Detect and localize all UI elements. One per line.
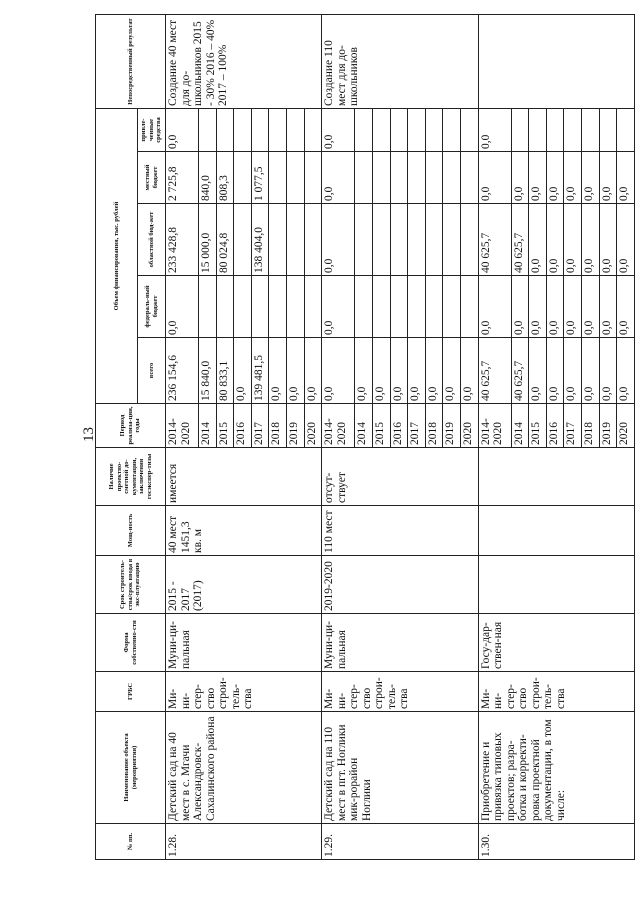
total-cell: 0,0 (304, 338, 322, 404)
local-cell (372, 152, 390, 204)
year-cell: 2014 (199, 404, 217, 448)
local-cell (355, 152, 373, 204)
finance-table (95, 14, 635, 860)
table-row (166, 15, 199, 860)
federal-cell: 0,0 (166, 276, 199, 338)
table-row (322, 15, 355, 860)
federal-cell: 0,0 (322, 276, 355, 338)
year-cell: 2018 (425, 404, 443, 448)
local-cell: 1 077,5 (251, 152, 269, 204)
row-num: 1.30. (478, 824, 634, 860)
other-cell (425, 109, 443, 152)
row-result: Создание 40 мест для до-школьников 2015 - 30% 2016 – 40% 2017 – 100% (166, 15, 322, 109)
local-cell: 0,0 (564, 152, 582, 204)
local-cell: 0,0 (582, 152, 600, 204)
header-finance: Объем финансирования, тыс. рублей (96, 109, 138, 404)
year-cell: 2016 (234, 404, 252, 448)
total-cell: 80 833,1 (216, 338, 234, 404)
regional-cell: 40 625,7 (478, 204, 511, 276)
row-grbs: Ми-ни-стер-ство строи-тель-ства (166, 672, 322, 712)
other-cell: 0,0 (478, 109, 511, 152)
federal-cell: 0,0 (599, 276, 617, 338)
year-cell: 2018 (582, 404, 600, 448)
header-ownership: Форма собственно-сти (96, 614, 166, 672)
row-psd (478, 448, 634, 506)
federal-cell (216, 276, 234, 338)
total-cell: 0,0 (460, 338, 478, 404)
year-cell: 2014 (355, 404, 373, 448)
row-term: 2019-2020 (322, 556, 478, 614)
total-cell: 0,0 (234, 338, 252, 404)
header-result: Непосредственный результат (96, 15, 166, 109)
federal-cell (372, 276, 390, 338)
federal-cell (390, 276, 408, 338)
local-cell: 808,3 (216, 152, 234, 204)
year-cell: 2015 (529, 404, 547, 448)
row-name: Детский сад на 110 мест в пгт. Ноглики мик-рорайон Ноглики (322, 712, 478, 824)
row-name: Приобретение и привязка типовых проектов; разра-ботка и корректи-ровка проектной документации, в том числе: (478, 712, 634, 824)
regional-cell (408, 204, 426, 276)
page-number: 13 (81, 427, 97, 442)
federal-cell (287, 276, 305, 338)
other-cell (529, 109, 547, 152)
federal-cell: 0,0 (582, 276, 600, 338)
year-cell: 2014-2020 (322, 404, 355, 448)
regional-cell (460, 204, 478, 276)
other-cell (234, 109, 252, 152)
table-body (166, 15, 635, 860)
local-cell (408, 152, 426, 204)
total-cell: 0,0 (529, 338, 547, 404)
regional-cell: 0,0 (582, 204, 600, 276)
year-cell: 2020 (460, 404, 478, 448)
header-local: местный бюджет (138, 152, 166, 204)
row-capacity (478, 506, 634, 556)
total-cell: 0,0 (425, 338, 443, 404)
row-grbs: Ми-ни-стер-ство строи-тель-ства (478, 672, 634, 712)
row-ownership: Муни-ци-пальная (322, 614, 478, 672)
other-cell (599, 109, 617, 152)
table-row (478, 15, 511, 860)
row-term (478, 556, 634, 614)
federal-cell (460, 276, 478, 338)
total-cell: 0,0 (390, 338, 408, 404)
year-cell: 2017 (564, 404, 582, 448)
other-cell (617, 109, 635, 152)
year-cell: 2020 (304, 404, 322, 448)
federal-cell (251, 276, 269, 338)
header-period: Период реализа-ции, годы (96, 404, 166, 448)
row-num: 1.29. (322, 824, 478, 860)
federal-cell: 0,0 (564, 276, 582, 338)
federal-cell: 0,0 (546, 276, 564, 338)
header-regional: областной бюд-жет (138, 204, 166, 276)
local-cell (390, 152, 408, 204)
regional-cell: 138 404,0 (251, 204, 269, 276)
other-cell (355, 109, 373, 152)
regional-cell (372, 204, 390, 276)
regional-cell: 0,0 (617, 204, 635, 276)
regional-cell (304, 204, 322, 276)
local-cell (269, 152, 287, 204)
row-ownership: Госу-дар-ствен-ная (478, 614, 634, 672)
other-cell (460, 109, 478, 152)
federal-cell: 0,0 (529, 276, 547, 338)
total-cell: 0,0 (599, 338, 617, 404)
regional-cell (234, 204, 252, 276)
local-cell: 0,0 (322, 152, 355, 204)
regional-cell (390, 204, 408, 276)
other-cell (199, 109, 217, 152)
year-cell: 2014-2020 (478, 404, 511, 448)
regional-cell: 80 024,8 (216, 204, 234, 276)
row-term: 2015 - 2017 (2017) (166, 556, 322, 614)
federal-cell (425, 276, 443, 338)
row-result (478, 15, 634, 109)
other-cell (546, 109, 564, 152)
other-cell (216, 109, 234, 152)
local-cell: 0,0 (529, 152, 547, 204)
year-cell: 2019 (443, 404, 461, 448)
federal-cell (234, 276, 252, 338)
regional-cell: 0,0 (322, 204, 355, 276)
header-num: № пп. (96, 824, 166, 860)
local-cell: 840,0 (199, 152, 217, 204)
local-cell (304, 152, 322, 204)
federal-cell (443, 276, 461, 338)
year-cell: 2016 (546, 404, 564, 448)
other-cell: 0,0 (166, 109, 199, 152)
total-cell: 0,0 (582, 338, 600, 404)
row-grbs: Ми-ни-стер-ство строи-тель-ства (322, 672, 478, 712)
total-cell: 0,0 (322, 338, 355, 404)
header-name: Наименование объекта (мероприятия) (96, 712, 166, 824)
other-cell (251, 109, 269, 152)
total-cell: 0,0 (546, 338, 564, 404)
other-cell (408, 109, 426, 152)
total-cell: 0,0 (355, 338, 373, 404)
year-cell: 2015 (216, 404, 234, 448)
regional-cell: 0,0 (529, 204, 547, 276)
total-cell: 139 481,5 (251, 338, 269, 404)
total-cell: 15 840,0 (199, 338, 217, 404)
regional-cell (269, 204, 287, 276)
federal-cell: 0,0 (617, 276, 635, 338)
regional-cell: 15 000,0 (199, 204, 217, 276)
total-cell: 0,0 (564, 338, 582, 404)
year-cell: 2014-2020 (166, 404, 199, 448)
federal-cell (199, 276, 217, 338)
header-grbs: ГРБС (96, 672, 166, 712)
header-capacity: Мощ-ность (96, 506, 166, 556)
year-cell: 2017 (408, 404, 426, 448)
header-total: всего (138, 338, 166, 404)
regional-cell (355, 204, 373, 276)
local-cell (234, 152, 252, 204)
other-cell (443, 109, 461, 152)
regional-cell (425, 204, 443, 276)
total-cell: 0,0 (617, 338, 635, 404)
regional-cell: 0,0 (564, 204, 582, 276)
total-cell: 40 625,7 (511, 338, 529, 404)
other-cell (287, 109, 305, 152)
year-cell: 2018 (269, 404, 287, 448)
year-cell: 2020 (617, 404, 635, 448)
local-cell: 0,0 (546, 152, 564, 204)
local-cell (425, 152, 443, 204)
header-psd: Наличие проектно-сметной до-кументации, заключения госэкспер-тизы (96, 448, 166, 506)
other-cell (582, 109, 600, 152)
federal-cell (355, 276, 373, 338)
federal-cell (408, 276, 426, 338)
regional-cell: 0,0 (546, 204, 564, 276)
row-name: Детский сад на 40 мест в с. Мгачи Александровск-Сахалинского района (166, 712, 322, 824)
total-cell: 0,0 (372, 338, 390, 404)
header-term: Срок строитель-ства/срок ввода в экс-плуатацию (96, 556, 166, 614)
other-cell (564, 109, 582, 152)
year-cell: 2019 (287, 404, 305, 448)
header-other: привле-ченные средства (138, 109, 166, 152)
year-cell: 2016 (390, 404, 408, 448)
year-cell: 2017 (251, 404, 269, 448)
year-cell: 2019 (599, 404, 617, 448)
total-cell: 0,0 (443, 338, 461, 404)
other-cell: 0,0 (322, 109, 355, 152)
local-cell: 0,0 (511, 152, 529, 204)
regional-cell: 40 625,7 (511, 204, 529, 276)
local-cell: 0,0 (478, 152, 511, 204)
federal-cell (304, 276, 322, 338)
regional-cell (287, 204, 305, 276)
local-cell (460, 152, 478, 204)
total-cell: 0,0 (408, 338, 426, 404)
regional-cell: 0,0 (599, 204, 617, 276)
regional-cell: 233 428,8 (166, 204, 199, 276)
total-cell: 0,0 (287, 338, 305, 404)
total-cell: 40 625,7 (478, 338, 511, 404)
other-cell (304, 109, 322, 152)
row-result: Создание 110 мест для до-школьников (322, 15, 478, 109)
total-cell: 0,0 (269, 338, 287, 404)
local-cell: 0,0 (617, 152, 635, 204)
row-capacity: 40 мест 1451,3 кв. м (166, 506, 322, 556)
federal-cell: 0,0 (511, 276, 529, 338)
row-capacity: 110 мест (322, 506, 478, 556)
local-cell: 0,0 (599, 152, 617, 204)
header-federal: федераль-ный бюджет (138, 276, 166, 338)
federal-cell: 0,0 (478, 276, 511, 338)
row-psd: отсут-ствует (322, 448, 478, 506)
year-cell: 2015 (372, 404, 390, 448)
other-cell (269, 109, 287, 152)
row-ownership: Муни-ци-пальная (166, 614, 322, 672)
local-cell: 2 725,8 (166, 152, 199, 204)
regional-cell (443, 204, 461, 276)
other-cell (372, 109, 390, 152)
total-cell: 236 154,6 (166, 338, 199, 404)
local-cell (287, 152, 305, 204)
row-num: 1.28. (166, 824, 322, 860)
local-cell (443, 152, 461, 204)
year-cell: 2014 (511, 404, 529, 448)
other-cell (390, 109, 408, 152)
rotated-document (95, 15, 635, 860)
other-cell (511, 109, 529, 152)
federal-cell (269, 276, 287, 338)
row-psd: имеется (166, 448, 322, 506)
